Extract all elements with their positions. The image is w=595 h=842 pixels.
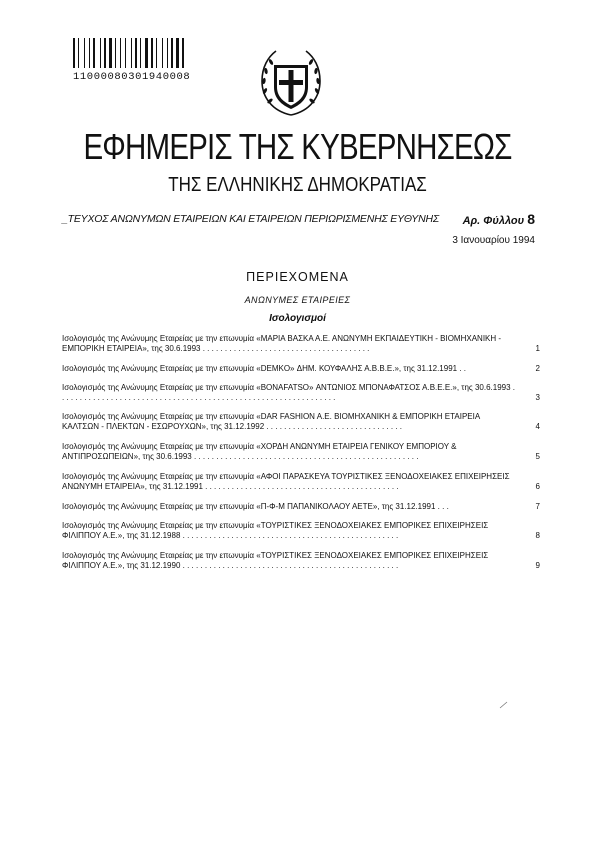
barcode-bar [115, 38, 116, 68]
entry-text: Ισολογισμός της Ανώνυμης Εταιρείας με την επωνυμία «Π-Φ-Μ ΠΑΠΑΝΙΚΟΛΑΟΥ ΑΕΤΕ», της 31.12.1991 . . . [62, 502, 449, 511]
barcode-number: 11000080301940008 [73, 71, 191, 83]
barcode-bar [171, 38, 173, 68]
barcode-bar [96, 38, 99, 68]
sheet-number-label: Αρ. Φύλλου [462, 215, 525, 227]
barcode-bar [176, 38, 179, 68]
barcode-bar [73, 38, 75, 68]
barcode-bar [164, 38, 166, 68]
barcode-bar [120, 38, 121, 68]
barcode-bar [86, 38, 88, 68]
subsection-heading: Ισολογισμοί [269, 313, 326, 324]
barcode-bar [151, 38, 153, 68]
greek-coat-of-arms-icon [256, 45, 326, 117]
entry-page-number: 5 [535, 452, 540, 461]
entry-text: Ισολογισμός της Ανώνυμης Εταιρείας με την επωνυμία «BONAFATSO» ΑΝΤΩΝΙΟΣ ΜΠΟΝΑΦΑΤΣΟΣ Α.Β.Ε.Ε.», της 30.6.1993 . . . . . . . . . . . . . . . . . . . . . . . . . . . . . . . . . . . . . . . . . . . . . . . . . . . . . . . . . . . . . . . [62, 383, 515, 402]
barcode-bar [140, 38, 141, 68]
entry-page-number: 1 [535, 344, 540, 353]
gazette-title: ΕΦΗΜΕΡΙΣ ΤΗΣ ΚΥΒΕΡΝΗΣΕΩΣ [83, 126, 512, 167]
entry-page-number: 2 [535, 364, 540, 373]
barcode-bar [107, 38, 108, 68]
contents-heading: ΠΕΡΙΕΧΟΜΕΝΑ [246, 270, 349, 284]
barcode-bar [117, 38, 119, 68]
barcode-bar [80, 38, 83, 68]
gazette-subtitle: ΤΗΣ ΕΛΛΗΝΙΚΗΣ ΔΗΜΟΚΡΑΤΙΑΣ [168, 174, 427, 196]
entry-text: Ισολογισμός της Ανώνυμης Εταιρείας με την επωνυμία «DEMKO» ΔΗΜ. ΚΟΥΦΑΛΗΣ Α.Β.Β.Ε.», της 31.12.1991 . . [62, 364, 466, 373]
barcode-bar [149, 38, 150, 68]
issue-header [62, 213, 535, 227]
barcode-bar [127, 38, 130, 68]
barcode-bar [174, 38, 175, 68]
contents-list [62, 334, 540, 581]
barcode-bar [167, 38, 168, 68]
sheet-number-group [463, 211, 535, 227]
contents-entry [62, 521, 540, 541]
barcode-bar [84, 38, 85, 68]
barcode-bar [154, 38, 155, 68]
barcode [73, 38, 213, 83]
scan-speck [499, 700, 509, 710]
contents-entry [62, 502, 540, 512]
entry-page-number: 9 [535, 561, 540, 570]
entry-text: Ισολογισμός της Ανώνυμης Εταιρείας με την επωνυμία «ΜΑΡΙΑ ΒΑΣΚΑ Α.Ε. ΑΝΩΝΥΜΗ ΕΚΠΑΙΔΕΥΤΙΚΗ - ΒΙΟΜΗΧΑΝΙΚΗ - ΕΜΠΟΡΙΚΗ ΕΤΑΙΡΕΙΑ», της 30.6.1993 . . . . . . . . . . . . . . . . . . . . . . . . . . . . . . . . . . . . . . [62, 334, 502, 353]
entry-text: Ισολογισμός της Ανώνυμης Εταιρείας με την επωνυμία «ΤΟΥΡΙΣΤΙΚΕΣ ΞΕΝΟΔΟΧΕΙΑΚΕΣ ΕΜΠΟΡΙΚΕΣ ΕΠΙΧΕΙΡΗΣΕΙΣ ΦΙΛΙΠΠΟΥ Α.Ε.», της 31.12.1988 . . . . . . . . . . . . . . . . . . . . . . . . . . . . . . . . . . . . . . . . . . . . . . . . . [62, 521, 489, 540]
sheet-number: 8 [527, 211, 535, 227]
entry-page-number: 3 [535, 393, 540, 402]
contents-entry [62, 383, 540, 403]
barcode-bar [76, 38, 77, 68]
barcode-bar [91, 38, 92, 68]
barcode-bar [78, 38, 79, 68]
entry-text: Ισολογισμός της Ανώνυμης Εταιρείας με την επωνυμία «ΧΟΡΔΗ ΑΝΩΝΥΜΗ ΕΤΑΙΡΕΙΑ ΓΕΝΙΚΟΥ ΕΜΠΟΡΙΟΥ & ΑΝΤΙΠΡΟΣΩΠΕΙΩΝ», της 30.6.1993 . . . . . . . . . . . . . . . . . . . . . . . . . . . . . . . . . . . . . . . . . . . . . . . . . . . [62, 442, 457, 461]
barcode-bar [93, 38, 95, 68]
barcode-bar [113, 38, 114, 68]
barcode-bar [182, 38, 184, 68]
entry-page-number: 4 [535, 422, 540, 431]
entry-page-number: 6 [535, 482, 540, 491]
contents-entry [62, 472, 540, 492]
barcode-bar [169, 38, 170, 68]
barcode-bar [102, 38, 103, 68]
entry-page-number: 8 [535, 531, 540, 540]
section-heading: ΑΝΩΝΥΜΕΣ ΕΤΑΙΡΕΙΕΣ [244, 295, 351, 305]
barcode-bar [142, 38, 144, 68]
entry-text: Ισολογισμός της Ανώνυμης Εταιρείας με την επωνυμία «ΤΟΥΡΙΣΤΙΚΕΣ ΞΕΝΟΔΟΧΕΙΑΚΕΣ ΕΜΠΟΡΙΚΕΣ ΕΠΙΧΕΙΡΗΣΕΙΣ ΦΙΛΙΠΠΟΥ Α.Ε.», της 31.12.1990 . . . . . . . . . . . . . . . . . . . . . . . . . . . . . . . . . . . . . . . . . . . . . . . . . [62, 551, 489, 570]
barcode-bars [73, 38, 213, 68]
entry-page-number: 7 [535, 502, 540, 511]
issue-series [62, 213, 439, 225]
contents-entry [62, 551, 540, 571]
barcode-bar [135, 38, 137, 68]
barcode-bar [133, 38, 134, 68]
contents-entry [62, 364, 540, 374]
barcode-bar [125, 38, 126, 68]
series-dash: _ [62, 213, 68, 225]
barcode-bar [158, 38, 161, 68]
barcode-bar [162, 38, 163, 68]
series-text: ΤΕΥΧΟΣ ΑΝΩΝΥΜΩΝ ΕΤΑΙΡΕΙΩΝ ΚΑΙ ΕΤΑΙΡΕΙΩΝ ΠΕΡΙΩΡΙΣΜΕΝΗΣ ΕΥΘΥΝΗΣ [67, 213, 439, 225]
barcode-bar [109, 38, 112, 68]
barcode-bar [156, 38, 157, 68]
contents-entry [62, 442, 540, 462]
barcode-bar [138, 38, 139, 68]
entry-text: Ισολογισμός της Ανώνυμης Εταιρείας με την επωνυμία «ΑΦΟΙ ΠΑΡΑΣΚΕΥΑ ΤΟΥΡΙΣΤΙΚΕΣ ΞΕΝΟΔΟΧΕΙΑΚΕΣ ΕΠΙΧΕΙΡΗΣΕΙΣ ΑΝΩΝΥΜΗ ΕΤΑΙΡΕΙΑ», της 31.12.1991 . . . . . . . . . . . . . . . . . . . . . . . . . . . . . . . . . . . . . . . . . . . . [62, 472, 510, 491]
contents-entry [62, 412, 540, 432]
barcode-bar [180, 38, 181, 68]
barcode-bar [145, 38, 148, 68]
barcode-bar [131, 38, 132, 68]
barcode-bar [100, 38, 101, 68]
barcode-bar [104, 38, 106, 68]
barcode-bar [122, 38, 124, 68]
entry-text: Ισολογισμός της Ανώνυμης Εταιρείας με την επωνυμία «DAR FASHION A.E. ΒΙΟΜΗΧΑΝΙΚΗ & ΕΜΠΟΡΙΚΗ ΕΤΑΙΡΕΙΑ ΚΑΛΤΣΩΝ - ΠΛΕΚΤΩΝ - ΕΣΩΡΟΥΧΩΝ», της 31.12.1992 . . . . . . . . . . . . . . . . . . . . . . . . . . . . . . . [62, 412, 480, 431]
issue-date: 3 Ιανουαρίου 1994 [452, 235, 535, 246]
barcode-bar [89, 38, 90, 68]
contents-entry [62, 334, 540, 354]
